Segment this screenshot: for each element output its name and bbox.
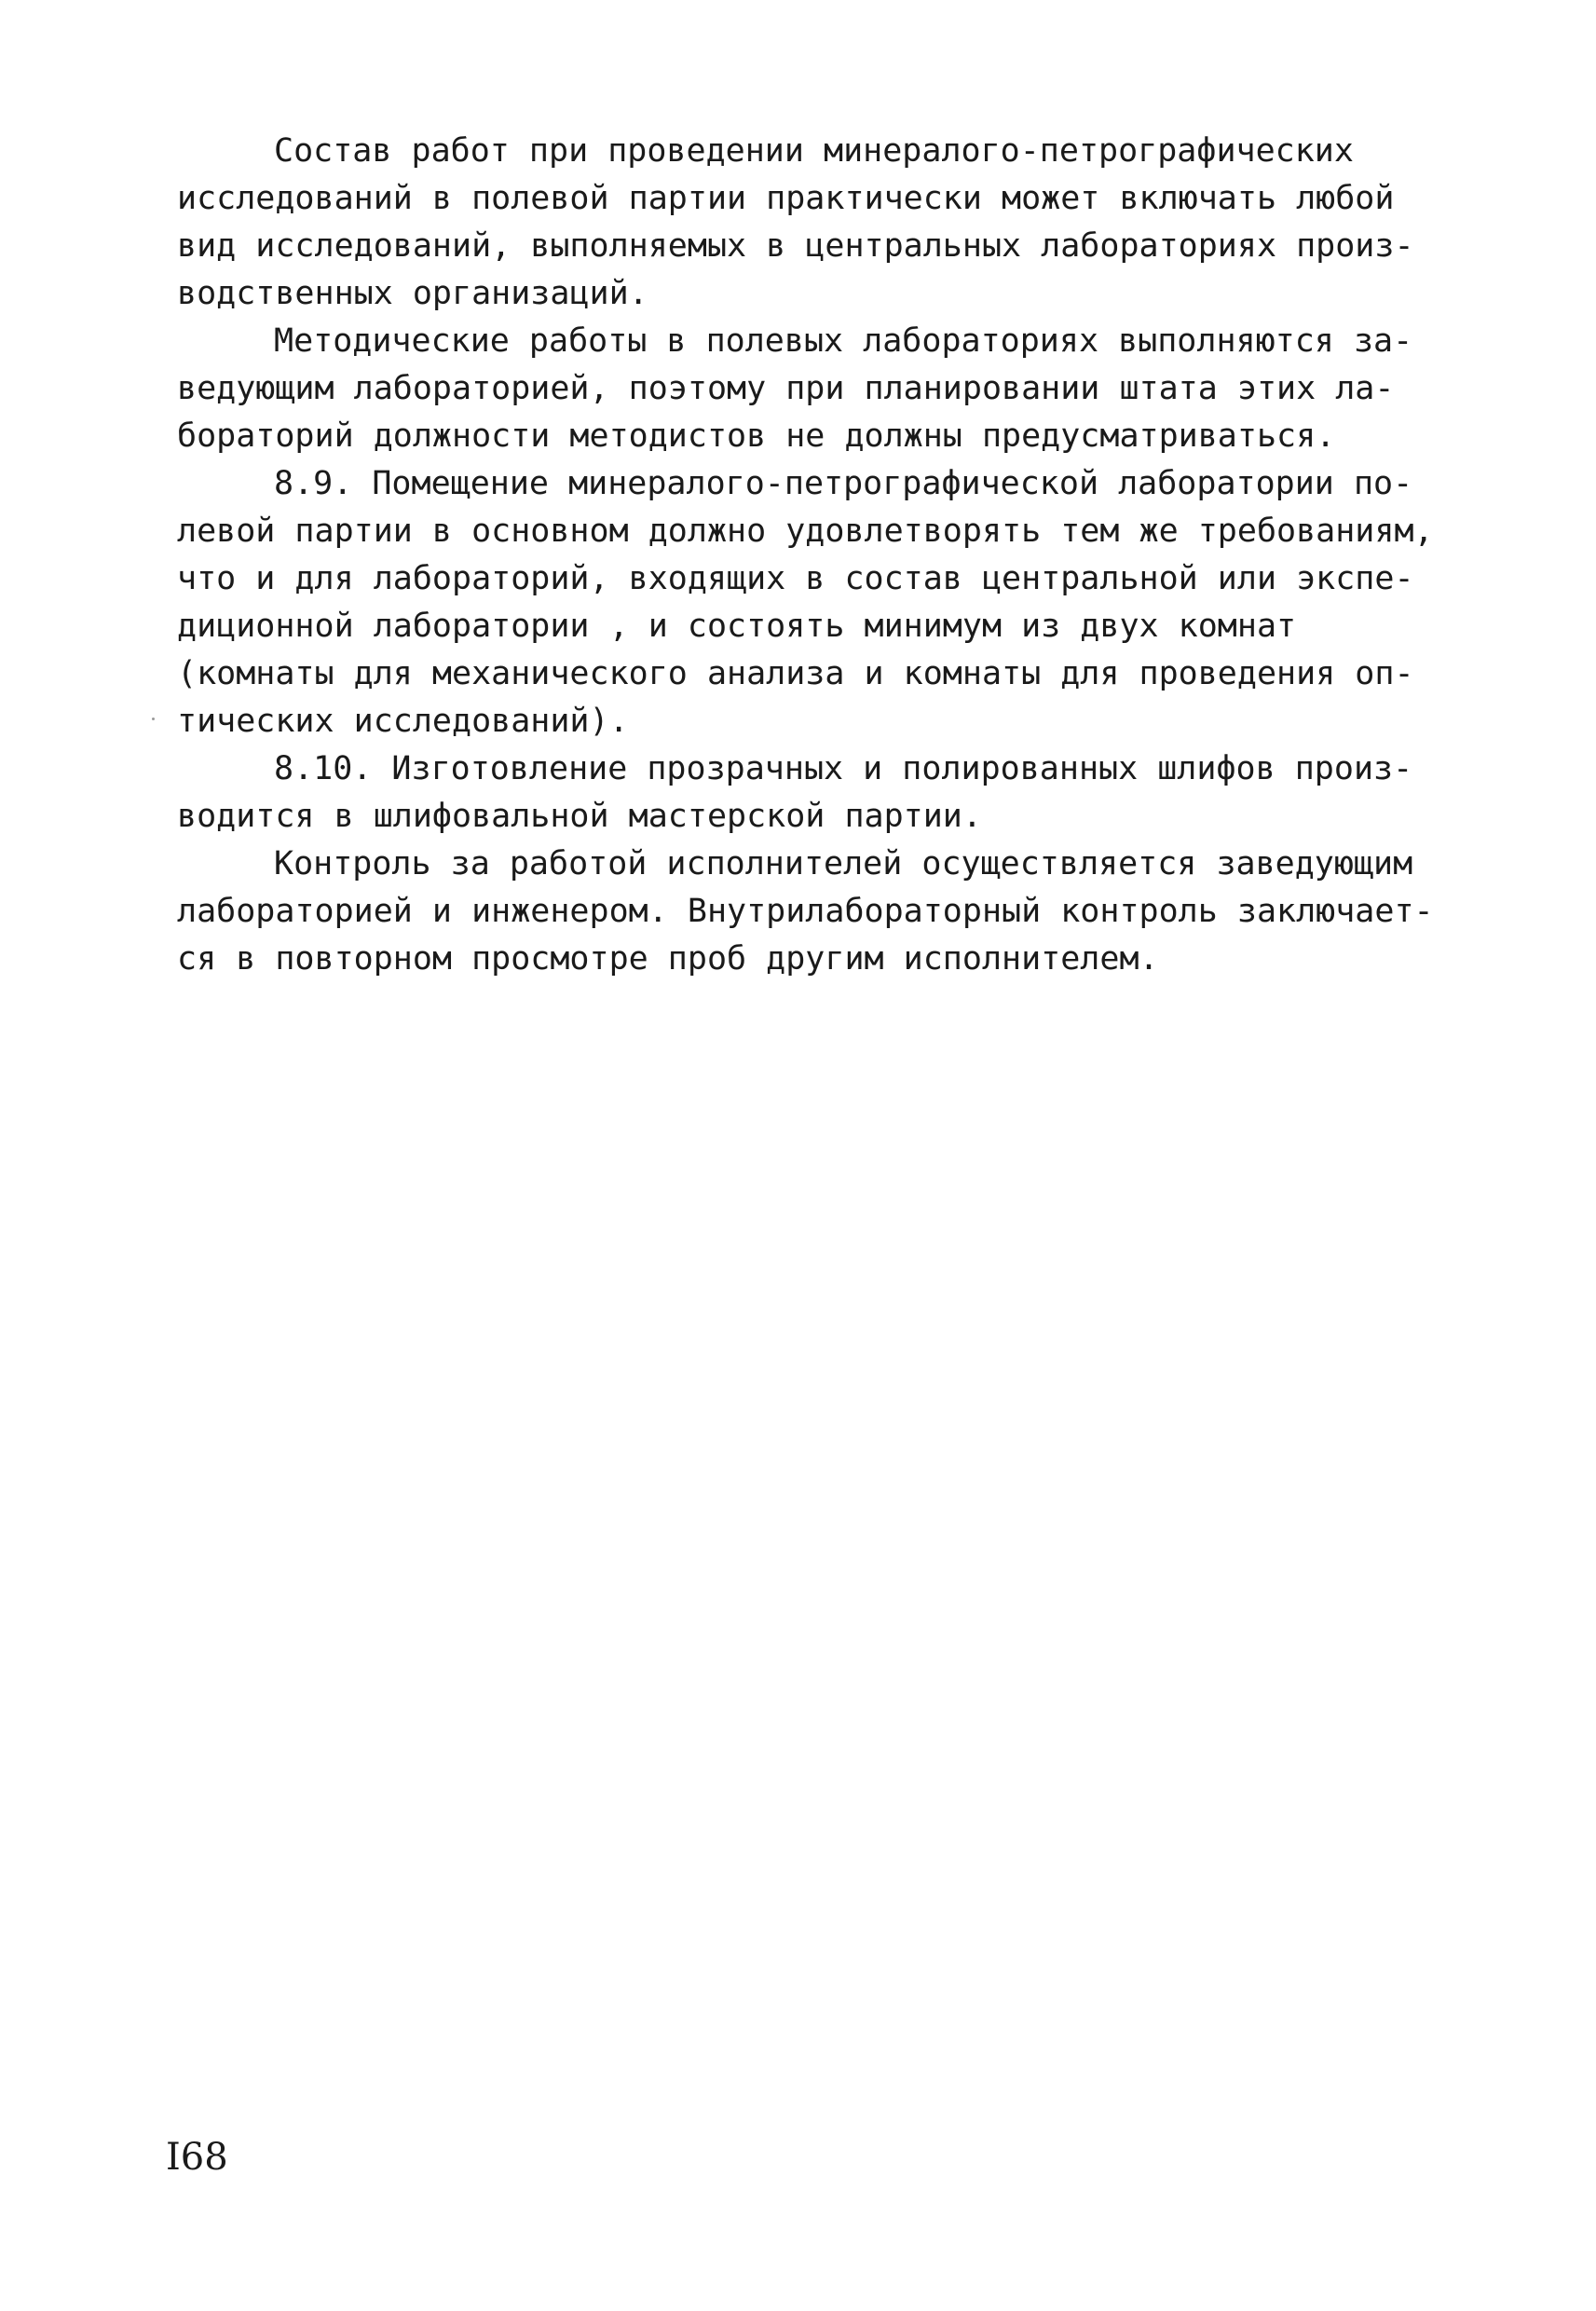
text-line: лабораторией и инженером. Внутрилабораторный контроль заключает- — [177, 893, 1434, 930]
text-line: водится в шлифовальной мастерской партии. — [177, 798, 982, 835]
text-line: 8.9. Помещение минералого-петрографической лаборатории по- — [274, 465, 1413, 502]
text-line: Состав работ при проведении минералого-петрографических — [274, 132, 1354, 170]
text-line: левой партии в основном должно удовлетворять тем же требованиям, — [177, 513, 1434, 550]
text-line: водственных организаций. — [177, 275, 648, 312]
text-line: Контроль за работой исполнителей осуществляется заведующим — [274, 845, 1413, 882]
text-line: Методические работы в полевых лабораториях выполняются за- — [274, 322, 1413, 360]
text-line: 8.10. Изготовление прозрачных и полированных шлифов произ- — [274, 750, 1413, 787]
page-number: I68 — [166, 2136, 228, 2179]
text-line: бораторий должности методистов не должны предусматриваться. — [177, 417, 1336, 455]
text-line: диционной лаборатории , и состоять минимум из двух комнат — [177, 608, 1297, 645]
text-line: вид исследований, выполняемых в центральных лабораториях произ- — [177, 227, 1414, 265]
margin-mark — [152, 718, 155, 720]
text-line: ведующим лабораторией, поэтому при планировании штата этих ла- — [177, 370, 1395, 407]
document-body — [177, 128, 1434, 983]
text-line: исследований в полевой партии практически может включать любой — [177, 180, 1395, 217]
text-line: (комнаты для механического анализа и комнаты для проведения оп- — [177, 655, 1414, 692]
text-line: тических исследований). — [177, 703, 629, 740]
text-line: что и для лабораторий, входящих в состав центральной или экспе- — [177, 560, 1414, 597]
text-line: ся в повторном просмотре проб другим исполнителем. — [177, 940, 1159, 978]
